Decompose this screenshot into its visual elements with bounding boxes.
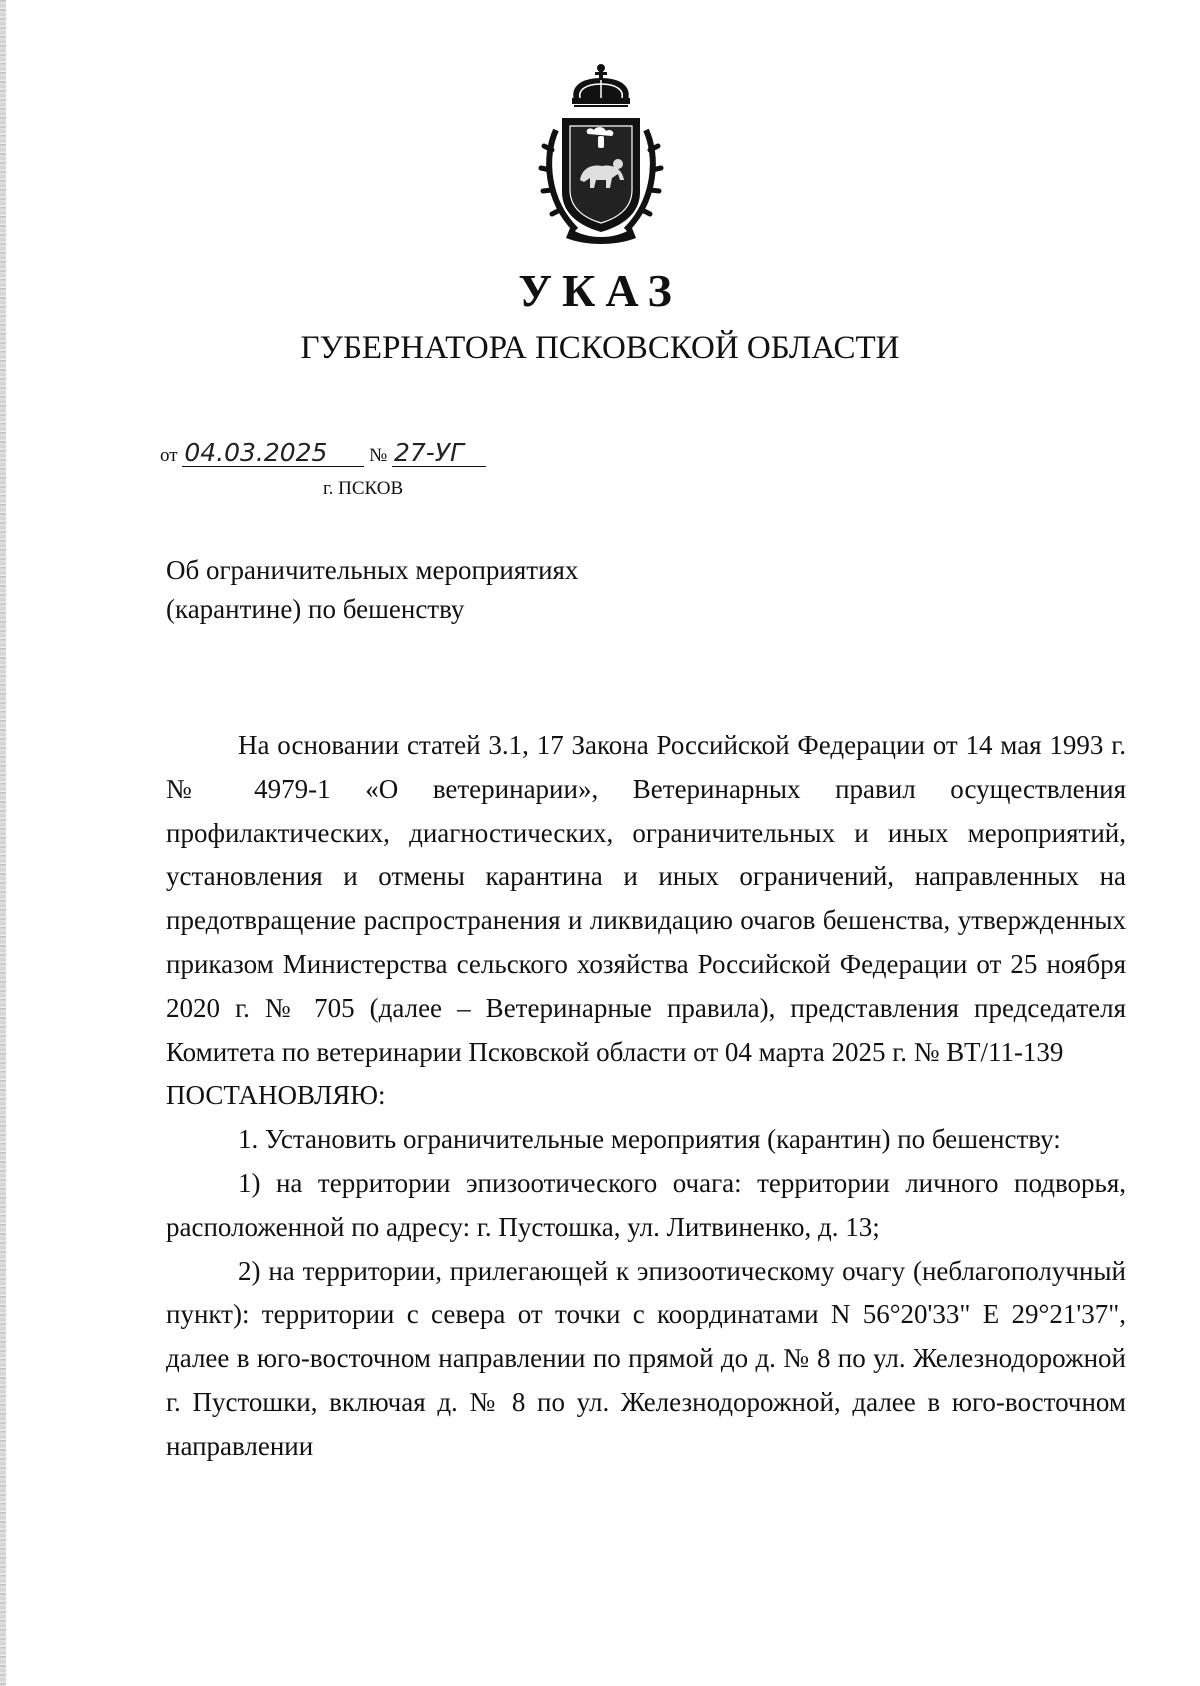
handwritten-number: 27-УГ — [392, 440, 486, 467]
document-body — [166, 724, 1126, 1469]
item-1-paragraph: 1. Установить ограничительные мероприятия (карантин) по бешенству: — [238, 1124, 1061, 1155]
issuer-subtitle: ГУБЕРНАТОРА ПСКОВСКОЙ ОБЛАСТИ — [300, 330, 900, 366]
document-type-title: УКАЗ — [518, 265, 682, 316]
date-prefix: от — [160, 445, 178, 466]
date-number-line — [160, 440, 486, 470]
number-sign: № — [369, 445, 388, 466]
city-label: г. ПСКОВ — [323, 478, 404, 499]
heading-line: Об ограничительных мероприятиях — [166, 555, 579, 585]
preamble-paragraph: На основании статей 3.1, 17 Закона Российской Федерации от 14 мая 1993 г. № 4979-1 «О ветеринарии», Ветеринарных правил осуществления профилактических, диагностических, ограничительных и иных мероприятий, установления и отмены карантина и иных ограничений, направленных на предотвращение распространения и ликвидацию очагов бешенства, утвержденных приказом Министерства сельского хозяйства Российской Федерации от 25 ноября 2020 г. № 705 (далее – Ветеринарные правила), представления председателя Комитета по ветеринарии Псковской области от 04 марта 2025 г. № ВТ/11-139 — [166, 730, 1126, 1067]
document-heading — [166, 551, 766, 629]
coat-of-arms-emblem — [526, 60, 676, 244]
scan-edge — [0, 0, 6, 1686]
subitem-1-paragraph: 1) на территории эпизоотического очага: территории личного подворья, расположенной по адресу: г. Пустошка, ул. Литвиненко, д. 13; — [166, 1167, 1126, 1242]
subitem-2-paragraph: 2) на территории, прилегающей к эпизоотическому очагу (неблагополучный пункт): территории с севера от точки с координатами N 56°20'33" E 29°21'37", далее в юго-восточном направлении по прямой до д. № 8 по ул. Железнодорожной г. Пустошки, включая д. № 8 по ул. Железнодорожной, далее в юго-восточном направлении — [166, 1255, 1126, 1461]
decree-word: ПОСТАНОВЛЯЮ: — [166, 1080, 386, 1111]
heading-line: (карантине) по бешенству — [166, 594, 465, 624]
handwritten-date: 04.03.2025 — [182, 440, 364, 467]
